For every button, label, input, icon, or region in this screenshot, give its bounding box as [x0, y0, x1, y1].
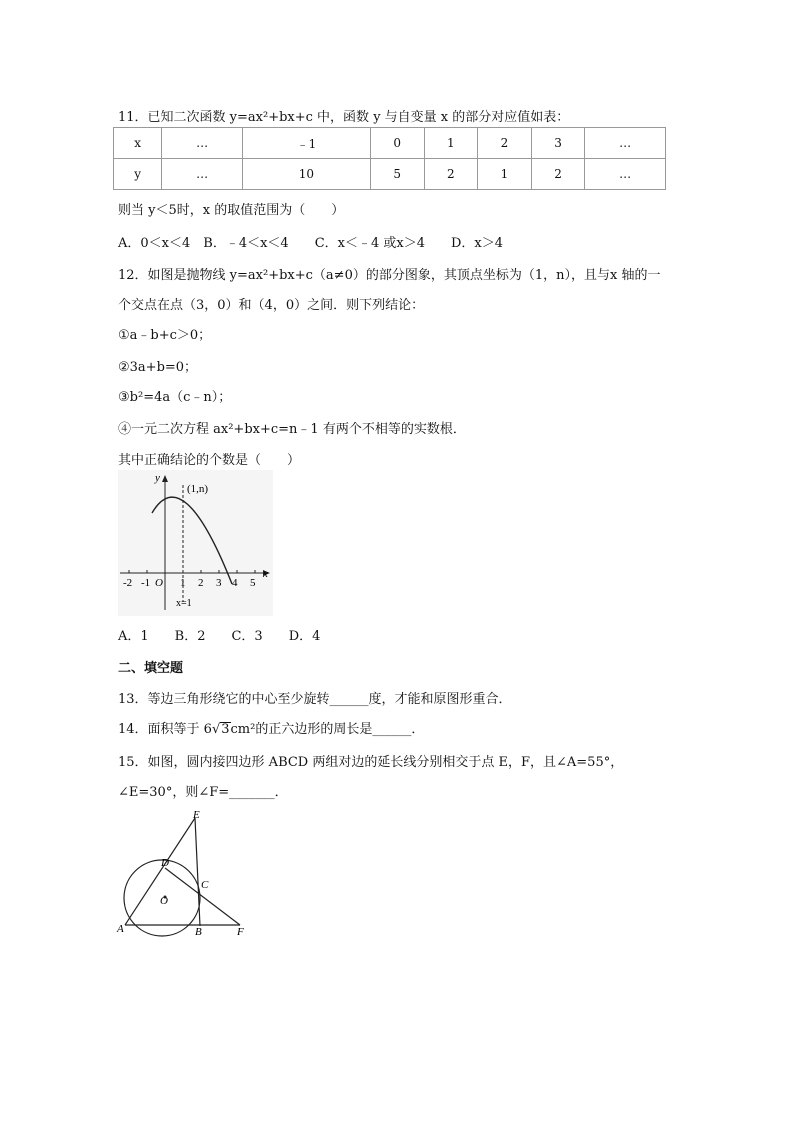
- table-cell: …: [585, 128, 666, 159]
- q12-question: 其中正确结论的个数是（ ）: [118, 453, 301, 468]
- tick-label: 1: [180, 577, 186, 589]
- tick-label: -2: [123, 577, 133, 589]
- q11-stem: 11．已知二次函数 y=ax²+bx+c 中，函数 y 与自变量 x 的部分对应值如表：: [118, 110, 570, 125]
- symmetry-axis-label: x=1: [176, 598, 192, 609]
- table-cell: …: [162, 128, 243, 159]
- point-label-a: A: [117, 923, 124, 935]
- table-cell: 2: [531, 159, 585, 190]
- point-label-e: E: [193, 809, 200, 821]
- table-row: [114, 128, 666, 159]
- x-axis-label: x: [263, 568, 268, 580]
- tick-label: 4: [232, 577, 238, 589]
- q14-post: cm²的正六边形的周长是______．: [230, 722, 425, 737]
- point-label-b: B: [195, 926, 202, 938]
- point-label-f: F: [237, 926, 244, 938]
- q12-item-2: ②3a+b=0；: [118, 360, 198, 375]
- table-cell: 5: [370, 159, 424, 190]
- table-cell: …: [162, 159, 243, 190]
- value-table: [113, 127, 666, 190]
- table-cell: 0: [370, 128, 424, 159]
- tick-label: 2: [198, 577, 204, 589]
- table-cell: …: [585, 159, 666, 190]
- q15-line1: 15．如图，圆内接四边形 ABCD 两组对边的延长线分别相交于点 E，F，且∠A=55°，: [118, 755, 624, 770]
- q14-text: [118, 718, 424, 737]
- tick-label: -1: [141, 577, 151, 589]
- q12-item-3: ③b²=4a（c﹣n）；: [118, 390, 232, 405]
- q12-stem-line2: 个交点在点（3，0）和（4，0）之间．则下列结论：: [118, 298, 425, 313]
- section-title: 二、填空题: [118, 661, 184, 676]
- q11-question: 则当 y＜5时，x 的取值范围为（ ）: [118, 203, 345, 218]
- tick-label: 5: [250, 577, 256, 589]
- y-axis-label: y: [155, 472, 160, 484]
- table-cell: 2: [478, 128, 532, 159]
- q12-stem-line1: 12．如图是抛物线 y=ax²+bx+c（a≠0）的部分图象，其顶点坐标为（1，n），且与x 轴的一: [118, 268, 661, 283]
- table-cell: 10: [242, 159, 370, 190]
- table-cell: 3: [531, 128, 585, 159]
- table-cell: 2: [424, 159, 478, 190]
- point-label-d: D: [161, 857, 169, 869]
- table-cell: ﹣1: [242, 128, 370, 159]
- q14-pre: 14．面积等于 6: [118, 722, 212, 737]
- table-cell: x: [114, 128, 162, 159]
- parabola-figure: [118, 470, 273, 616]
- point-label-o: O: [160, 895, 168, 907]
- q13-text: 13．等边三角形绕它的中心至少旋转______度，才能和原图形重合．: [118, 692, 512, 707]
- q12-options: A．1 B．2 C．3 D．4: [118, 629, 321, 644]
- circle-figure: [115, 808, 255, 938]
- q11-options: A．0＜x＜4 B．﹣4＜x＜4 C．x＜﹣4 或x＞4 D．x＞4: [118, 236, 503, 251]
- table-cell: 1: [424, 128, 478, 159]
- tick-label: 3: [216, 577, 222, 589]
- table-cell: y: [114, 159, 162, 190]
- q14-radicand: 3: [221, 722, 230, 737]
- table-row: [114, 159, 666, 190]
- point-label-c: C: [201, 879, 209, 891]
- q15-line2: ∠E=30°，则∠F=_______．: [118, 785, 288, 800]
- vertex-label: (1,n): [187, 483, 209, 495]
- origin-label: O: [155, 577, 163, 589]
- q12-item-1: ①a﹣b+c＞0；: [118, 328, 212, 343]
- q12-item-4: ④一元二次方程 ax²+bx+c=n﹣1 有两个不相等的实数根．: [118, 422, 466, 437]
- table-cell: 1: [478, 159, 532, 190]
- sqrt-sign: √: [211, 722, 221, 737]
